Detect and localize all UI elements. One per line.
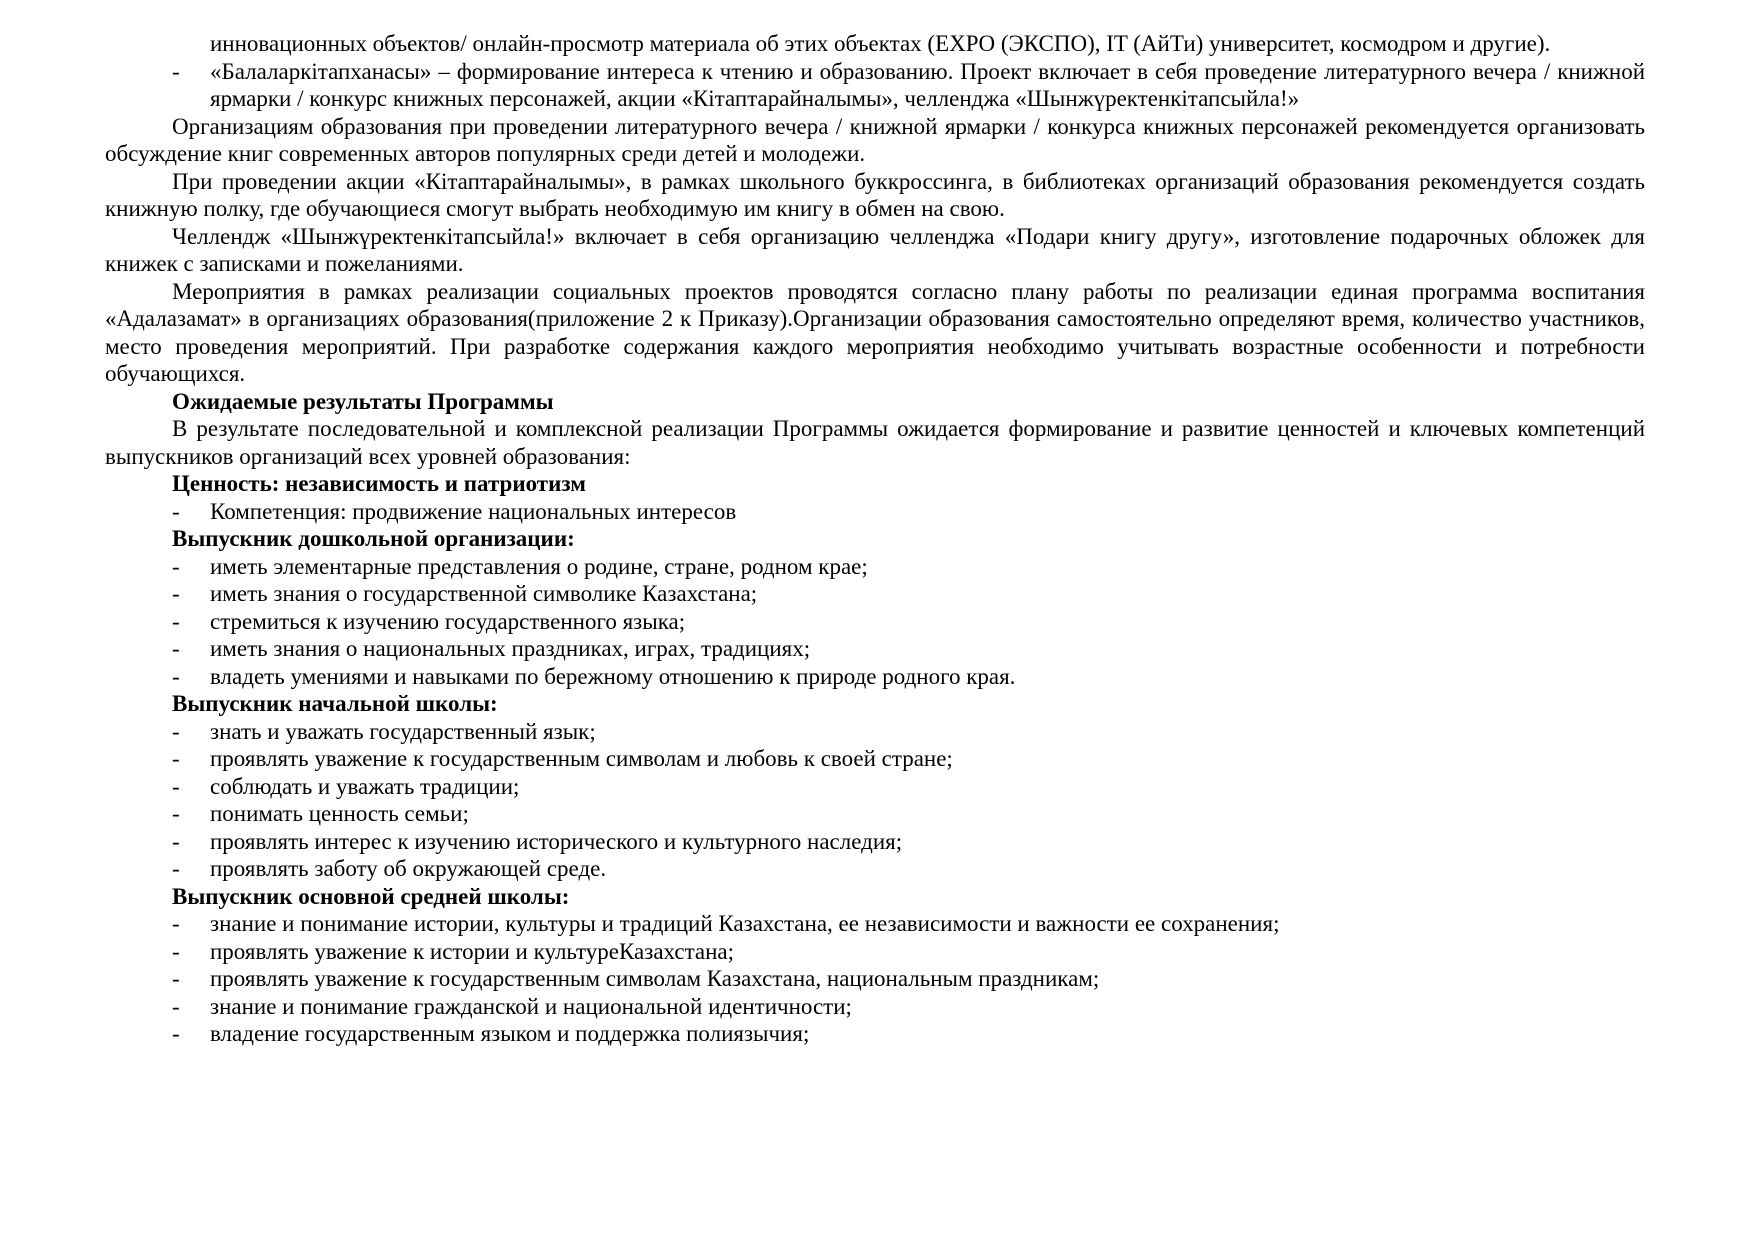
bullet-dash: - [172, 856, 180, 881]
bullet-item-text: проявлять интерес к изучению исторического и культурного наследия; [210, 828, 903, 854]
bullet-item [105, 635, 1645, 663]
bullet-dash: - [172, 498, 180, 524]
bullet-item-text: проявлять уважение к государственным символам и любовь к своей стране; [210, 746, 953, 771]
bullet-item [105, 663, 1645, 691]
bullet-dash: - [172, 938, 180, 964]
bullet-item [105, 993, 1645, 1021]
bullet-item-text: понимать ценность семьи; [210, 801, 469, 826]
paragraph: Организациям образования при проведении литературного вечера / книжной ярмарки / конкурса книжных персонажей рекомендуется организовать обсуждение книг современных авторов популярных среди детей и молодежи. [105, 113, 1645, 166]
bullet-dash: - [172, 636, 180, 661]
section-heading-preschool-graduate: Выпускник дошкольной организации: [172, 526, 575, 551]
bullet-item-text: проявлять уважение к истории и культуреКазахстана; [210, 938, 735, 964]
bullet-item [105, 58, 1645, 113]
bullet-dash: - [172, 773, 180, 799]
bullet-item [105, 1020, 1645, 1048]
bullet-item-text: проявлять заботу об окружающей среде. [210, 856, 607, 881]
bullet-dash: - [172, 993, 180, 1019]
bullet-item [105, 828, 1645, 856]
bullet-dash: - [172, 718, 180, 744]
bullet-item [105, 580, 1645, 608]
bullet-item-text: владеть умениями и навыками по бережному отношению к природе родного края. [210, 663, 1016, 689]
bullet-item-text: Компетенция: продвижение национальных интересов [210, 498, 737, 524]
bullet-item [105, 800, 1645, 828]
bullet-item [105, 498, 1645, 526]
bullet-item-text: знание и понимание истории, культуры и традиций Казахстана, ее независимости и важности ее сохранения; [210, 911, 1280, 936]
bullet-dash: - [172, 663, 180, 689]
bullet-item [105, 773, 1645, 801]
bullet-item [105, 965, 1645, 993]
bullet-item [105, 745, 1645, 773]
bullet-item-text: иметь элементарные представления о родине, стране, родном крае; [210, 553, 868, 579]
section-heading-expected-results: Ожидаемые результаты Программы [172, 388, 554, 414]
paragraph: При проведении акции «Кітаптарайналымы», в рамках школьного буккроссинга, в библиотеках организаций образования рекомендуется создать книжную полку, где обучающиеся смогут выбрать необходимую им книгу в обмен на свою. [105, 168, 1645, 221]
paragraph: В результате последовательной и комплексной реализации Программы ожидается формирование и развитие ценностей и ключевых компетенций выпускников организаций всех уровней образования: [105, 416, 1645, 469]
bullet-item [105, 910, 1645, 938]
bullet-dash: - [172, 801, 180, 826]
bullet-item-text: владение государственным языком и поддержка полиязычия; [210, 1021, 810, 1046]
bullet-dash: - [172, 58, 180, 84]
bullet-dash: - [172, 1021, 180, 1046]
bullet-dash: - [172, 828, 180, 854]
bullet-dash: - [172, 746, 180, 771]
bullet-dash: - [172, 553, 180, 579]
bullet-item [105, 718, 1645, 746]
bullet-dash: - [172, 608, 180, 634]
bullet-dash: - [172, 911, 180, 936]
paragraph: Мероприятия в рамках реализации социальных проектов проводятся согласно плану работы по реализации единая программа воспитания «Адалазамат» в организациях образования(приложение 2 к Приказу).Организации образования самостоятельно определяют время, количество участников, место проведения мероприятий. При разработке содержания каждого мероприятия необходимо учитывать возрастные особенности и потребности обучающихся. [105, 278, 1645, 386]
bullet-continuation-text: инновационных объектов/ онлайн-просмотр материала об этих объектах (EXPO (ЭКСПО), IT (АйТи) университет, космодром и другие). [210, 31, 1551, 56]
bullet-item [105, 553, 1645, 581]
bullet-item-text: знать и уважать государственный язык; [210, 718, 596, 744]
bullet-dash: - [172, 966, 180, 991]
bullet-item-text: иметь знания о национальных праздниках, играх, традициях; [210, 636, 811, 661]
bullet-item [105, 608, 1645, 636]
bullet-dash: - [172, 581, 180, 606]
section-heading-primary-school-graduate: Выпускник начальной школы: [172, 691, 498, 716]
bullet-item-text: «Балаларкітапханасы» – формирование интереса к чтению и образованию. Проект включает в себя проведение литературного вечера / книжной ярмарки / конкурс книжных персонажей, акции «Кітаптарайналымы», челленджа «Шынжүректенкітапсыйла!» [210, 58, 1645, 111]
bullet-item [105, 855, 1645, 883]
bullet-item-text: стремиться к изучению государственного языка; [210, 608, 686, 634]
section-heading-value-independence-patriotism: Ценность: независимость и патриотизм [172, 471, 586, 496]
section-heading-basic-secondary-school-graduate: Выпускник основной средней школы: [172, 883, 570, 909]
bullet-item-text: знание и понимание гражданской и национальной идентичности; [210, 993, 852, 1019]
bullet-item-text: соблюдать и уважать традиции; [210, 773, 520, 799]
bullet-item [105, 938, 1645, 966]
paragraph: Челлендж «Шынжүректенкітапсыйла!» включает в себя организацию челленджа «Подари книгу другу», изготовление подарочных обложек для книжек с записками и пожеланиями. [105, 223, 1645, 276]
bullet-item-text: иметь знания о государственной символике Казахстана; [210, 581, 758, 606]
bullet-item-text: проявлять уважение к государственным символам Казахстана, национальным праздникам; [210, 966, 1100, 991]
